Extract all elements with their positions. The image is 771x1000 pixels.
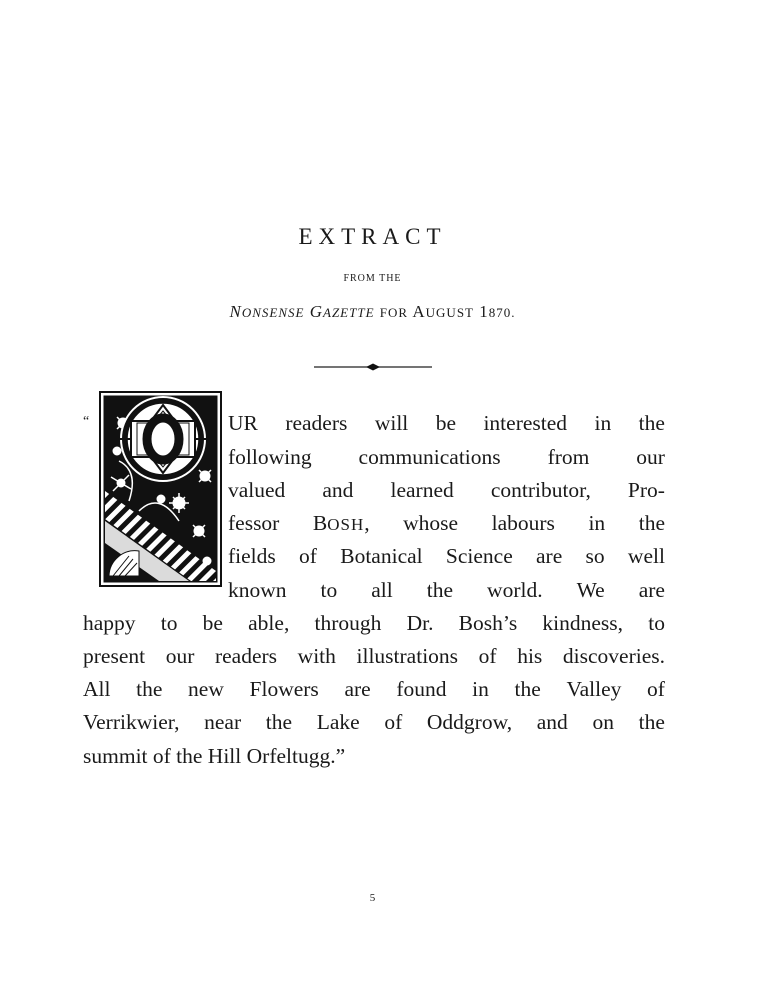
word: the: [136, 677, 163, 701]
word: on: [592, 710, 614, 734]
text-line: [228, 445, 665, 473]
word: of: [299, 544, 317, 568]
word: fessor: [228, 511, 280, 535]
word: present: [83, 644, 146, 668]
publication-name: NONSENSE GAZETTE: [229, 302, 375, 321]
word: We: [576, 578, 605, 602]
word: and: [322, 478, 354, 502]
word: Verrikwier,: [83, 710, 180, 734]
word: summit of the Hill Orfeltugg.”: [83, 744, 346, 768]
text-line: [83, 710, 665, 738]
text-line: [83, 677, 665, 705]
word: of: [478, 644, 497, 668]
word: labours: [491, 511, 555, 535]
word: the: [426, 578, 454, 602]
word: the: [638, 710, 665, 734]
word: in: [588, 511, 606, 535]
word: in: [594, 411, 612, 435]
word: our: [636, 445, 665, 469]
word: contributor,: [490, 478, 591, 502]
word: through: [314, 611, 382, 635]
word: of: [384, 710, 403, 734]
word: able,: [248, 611, 290, 635]
word: readers: [285, 411, 348, 435]
page-number: 5: [369, 892, 376, 904]
text-line: [83, 744, 345, 772]
word: fields: [228, 544, 276, 568]
word: to: [320, 578, 338, 602]
word: Botanical: [340, 544, 423, 568]
open-quote: “: [83, 414, 90, 429]
word: All: [83, 677, 111, 701]
text-line: [83, 644, 665, 672]
text-line: [228, 511, 665, 539]
page-title: EXTRACT: [298, 224, 447, 249]
word: discoveries.: [562, 644, 665, 668]
word: to: [160, 611, 178, 635]
word: with: [297, 644, 336, 668]
word: UR: [228, 411, 258, 435]
word: Flowers: [249, 677, 319, 701]
subtitle: [0, 302, 745, 322]
text-line: [228, 544, 665, 572]
word: new: [188, 677, 224, 701]
word: happy: [83, 611, 136, 635]
text-line: [83, 611, 665, 639]
ornamental-rule: [314, 362, 432, 372]
word: are: [638, 578, 665, 602]
word: so: [585, 544, 605, 568]
word: Pro-: [627, 478, 665, 502]
word: Valley: [566, 677, 622, 701]
word: Oddgrow,: [426, 710, 513, 734]
for-word: FOR: [379, 305, 409, 320]
word: be: [202, 611, 223, 635]
word: are: [344, 677, 371, 701]
word: communications: [358, 445, 501, 469]
issue-date: AUGUST 1870.: [412, 302, 516, 321]
word: readers: [214, 644, 278, 668]
word: world.: [487, 578, 543, 602]
word: well: [627, 544, 665, 568]
word: following: [228, 445, 312, 469]
word: all: [371, 578, 393, 602]
word: known: [228, 578, 287, 602]
word: the: [638, 411, 665, 435]
word: near: [204, 710, 242, 734]
from-the-label: FROM THE: [343, 273, 402, 284]
word: learned: [390, 478, 454, 502]
word: BOSH,: [312, 511, 370, 535]
word: the: [514, 677, 541, 701]
word: Dr.: [406, 611, 434, 635]
word: will: [374, 411, 409, 435]
word: and: [536, 710, 568, 734]
word: be: [435, 411, 457, 435]
text-line: [228, 411, 665, 439]
decorated-initial-o-icon: [99, 391, 222, 587]
word: our: [165, 644, 195, 668]
word: whose: [403, 511, 459, 535]
word: valued: [228, 478, 286, 502]
word: Science: [445, 544, 513, 568]
text-line: [228, 578, 665, 606]
word: interested: [483, 411, 568, 435]
word: to: [648, 611, 665, 635]
word: in: [472, 677, 489, 701]
word: his: [517, 644, 543, 668]
word: illustrations: [356, 644, 459, 668]
word: are: [536, 544, 563, 568]
word: found: [396, 677, 447, 701]
word: Bosh’s: [458, 611, 518, 635]
text-line: [228, 478, 665, 506]
word: the: [265, 710, 293, 734]
word: from: [547, 445, 590, 469]
word: the: [638, 511, 665, 535]
word: kindness,: [542, 611, 624, 635]
word: of: [647, 677, 665, 701]
word: Lake: [316, 710, 360, 734]
